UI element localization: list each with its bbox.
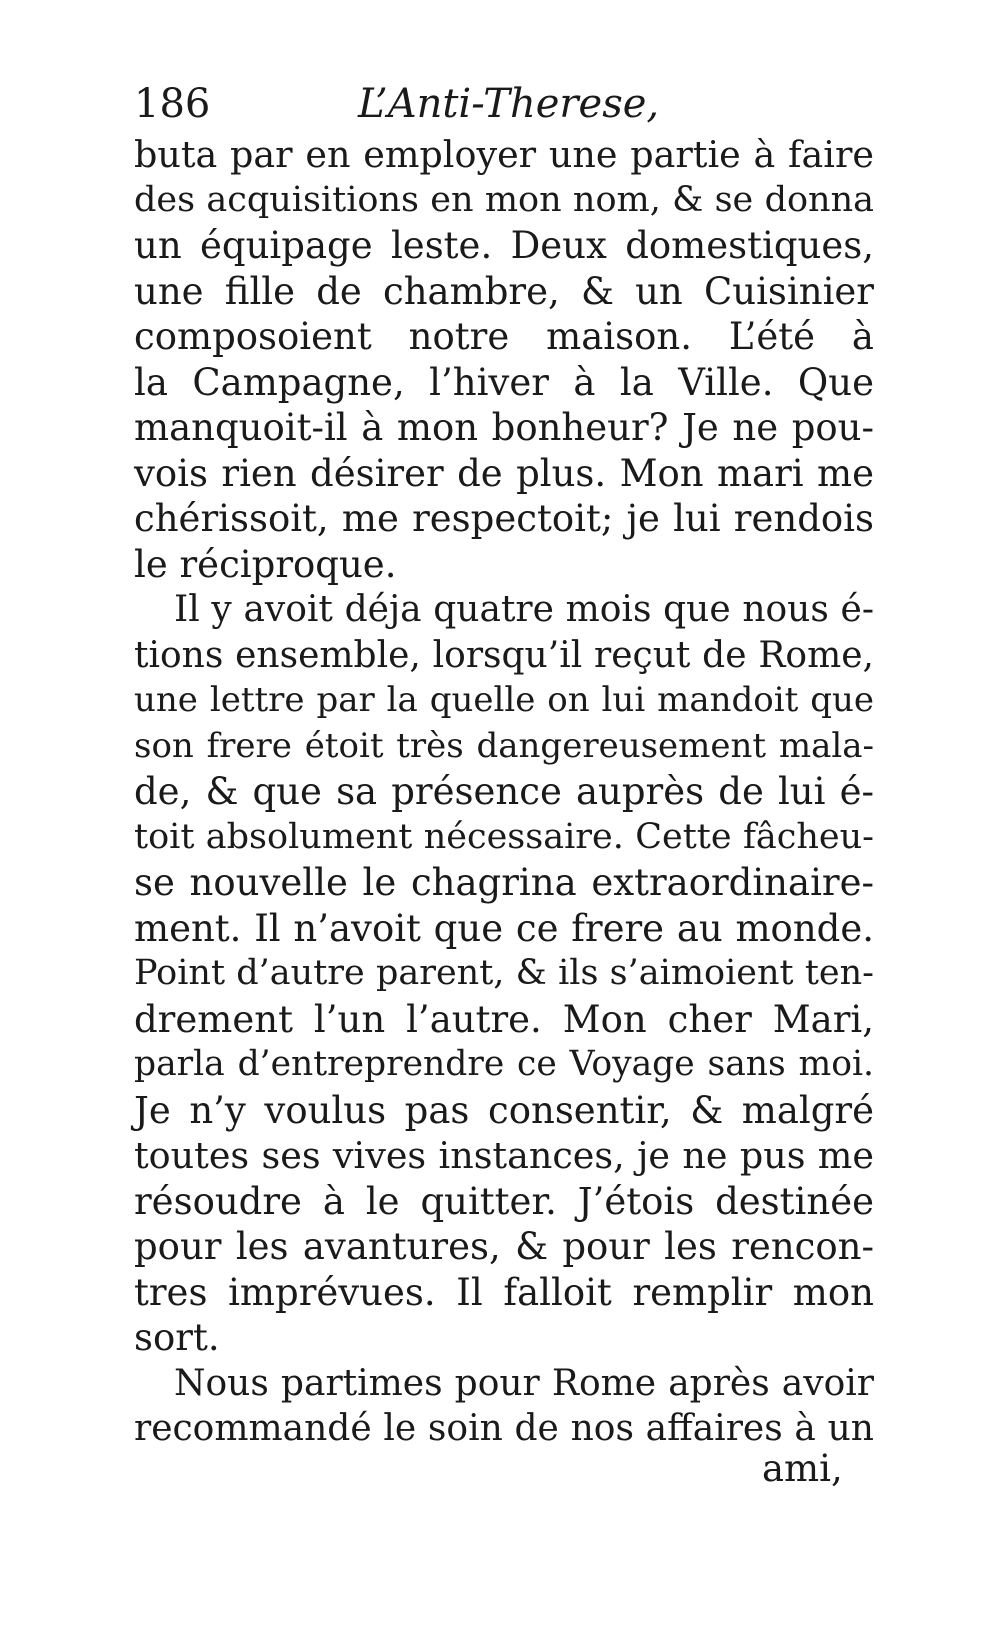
text-line: ment. Il n’avoit que ce frere au monde. [134, 906, 874, 950]
text-line: recommandé le soin de nos affaires à un [134, 1408, 874, 1449]
text-line: drement l’un l’autre. Mon cher Mari, [134, 997, 874, 1041]
text-line: des acquisitions en mon nom, & se donna [134, 179, 874, 220]
text-line: buta par en employer une partie à faire [134, 133, 874, 176]
text-line: résoudre à le quitter. J’étois destinée [134, 1179, 874, 1223]
text-line: composoient notre maison. L’été à [134, 315, 874, 358]
text-line: Point d’autre parent, & ils s’aimoient ten- [134, 953, 874, 993]
catchword: ami, [762, 1447, 843, 1490]
text-line: chérissoit, me respectoit; je lui rendois [134, 497, 874, 540]
text-line: tions ensemble, lorsqu’il reçut de Rome, [134, 634, 874, 676]
text-line: se nouvelle le chagrina extraordinaire- [134, 861, 874, 904]
text-line: sort. [134, 1316, 220, 1359]
text-line: une lettre par la quelle on lui mandoit que [134, 680, 874, 720]
text-line: toutes ses vives instances, je ne pus me [134, 1134, 874, 1177]
text-line: le réciproque. [134, 542, 397, 586]
text-line: toit absolument nécessaire. Cette fâcheu- [134, 816, 874, 857]
text-line: pour les avantures, & pour les rencon- [134, 1225, 874, 1268]
page-number: 186 [134, 81, 211, 127]
text-line: Je n’y voulus pas consentir, & malgré [134, 1088, 874, 1132]
running-title: L’Anti-Therese, [358, 81, 660, 127]
text-line: vois rien désirer de plus. Mon mari me [134, 451, 874, 495]
text-line: un équipage leste. Deux domestiques, [134, 224, 874, 267]
text-line: Il y avoit déja quatre mois que nous é- [174, 589, 874, 630]
text-line: tres imprévues. Il falloit remplir mon [134, 1270, 874, 1314]
text-line: manquoit-il à mon bonheur? Je ne pou- [134, 406, 874, 449]
page-header [134, 76, 874, 132]
body-text [134, 132, 874, 1452]
text-line: une fille de chambre, & un Cuisinier [134, 269, 874, 313]
text-line: la Campagne, l’hiver à la Ville. Que [134, 360, 874, 404]
text-line: Nous partimes pour Rome après avoir [174, 1362, 874, 1404]
text-line: parla d’entreprendre ce Voyage sans moi. [134, 1044, 874, 1084]
text-line: son frere étoit très dangereusement mala- [134, 725, 874, 766]
text-line: de, & que sa présence auprès de lui é- [134, 770, 874, 813]
